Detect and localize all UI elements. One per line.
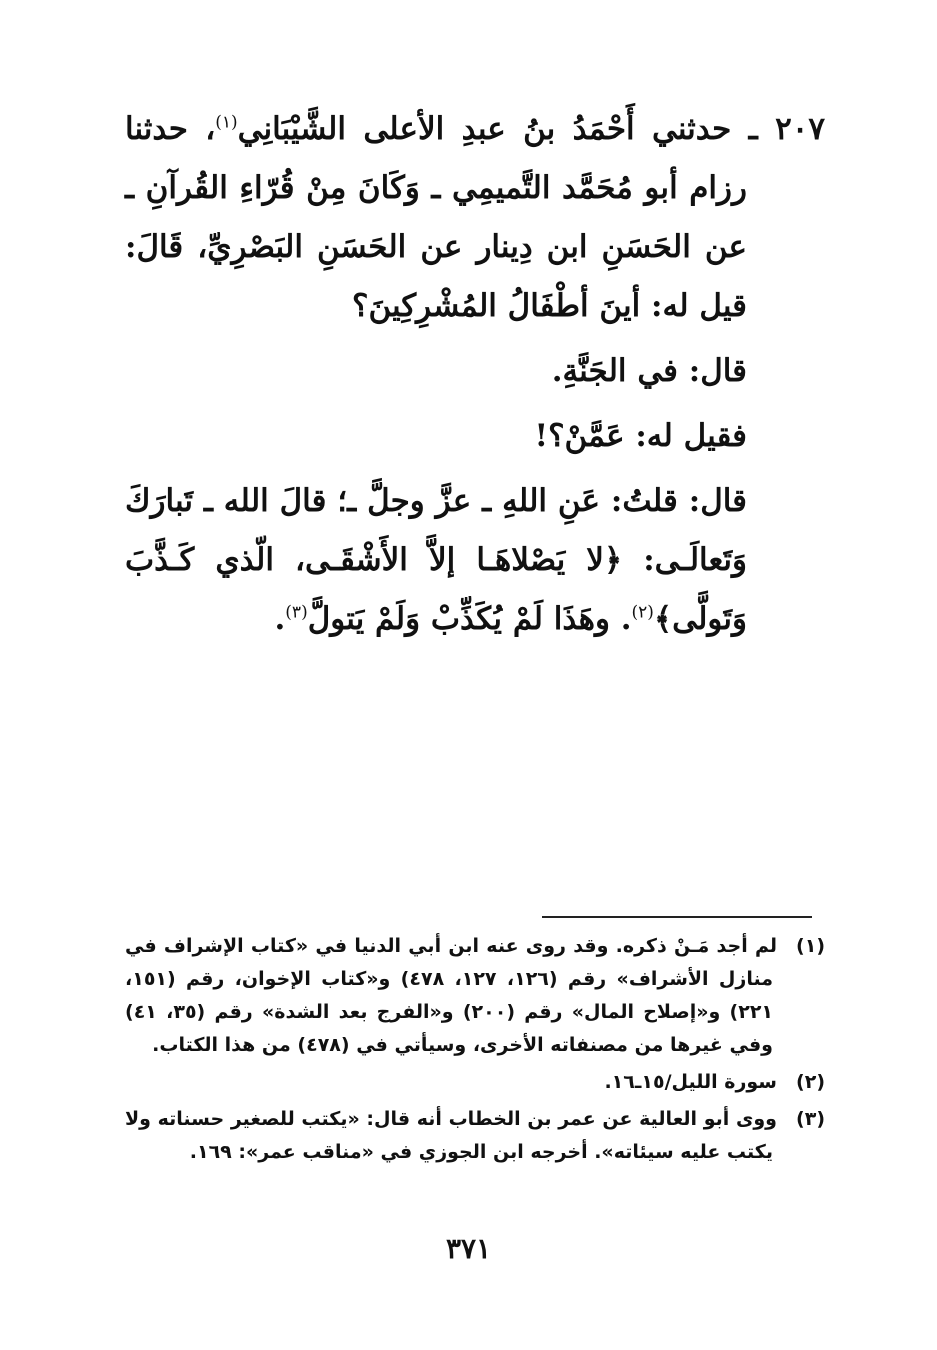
footnote-marker-1[interactable]: (١) xyxy=(215,112,238,133)
footnote-separator xyxy=(542,916,812,918)
footnote-1 xyxy=(125,930,825,1062)
quran-verse: ﴿لا يَصْلاهَـا إلاَّ الأَشْقَـى، الّذي كَـذَّبَ وَتَولَّى﴾ xyxy=(125,542,747,637)
footnote-number: (١) xyxy=(796,935,825,957)
chain-part2: ، حدثنا رزام أبو مُحَمَّد التَّميمِي ـ وَكَانَ مِنْ قُرّاءِ القُرآنِ ـ عن الحَسَنِ ابن دِينار عن الحَسَنِ البَصْرِيِّ، قَالَ: قيل له: أينَ أطْفَالُ المُشْرِكِينَ؟ xyxy=(125,111,747,324)
footnote-3 xyxy=(125,1103,825,1169)
answer-2-end: . xyxy=(274,601,286,637)
question-2: فقيل له: عَمَّنْ؟! xyxy=(534,418,747,454)
answer-2-paragraph xyxy=(125,472,825,649)
footnote-number: (٣) xyxy=(796,1108,825,1130)
hadith-paragraph xyxy=(125,100,825,336)
chain-part1: حدثني أَحْمَدُ بنُ عبدِ الأعلى الشَّيْبَانِي xyxy=(237,111,732,147)
footnotes xyxy=(125,930,825,1173)
main-text xyxy=(125,100,825,649)
footnote-marker-3[interactable]: (٣) xyxy=(285,602,308,623)
footnote-text: ووى أبو العالية عن عمر بن الخطاب أنه قال: «يكتب للصغير حسناته ولا يكتب عليه سيئاته». أخرجه ابن الجوزي في «مناقب عمر»: ١٦٩. xyxy=(125,1108,777,1163)
footnote-marker-2[interactable]: (٢) xyxy=(631,602,654,623)
answer-1: قال: في الجَنَّةِ. xyxy=(551,353,747,389)
footnote-text: لم أجد مَـنْ ذكره. وقد روى عنه ابن أبي الدنيا في «كتاب الإشراف في منازل الأشراف» رقم (١٢٦، ١٢٧، ٤٧٨) و«كتاب الإخوان، رقم (١٥١، ٢٢١) و«إصلاح المال» رقم (٢٠٠) و«الفرج بعد الشدة» رقم (٣٥، ٤١) وفي غيرها من مصنفاته الأخرى، وسيأتي في (٤٧٨) من هذا الكتاب. xyxy=(125,935,777,1056)
page-number: ٣٧١ xyxy=(445,1232,492,1265)
footnote-text: سورة الليل/١٥ـ١٦. xyxy=(604,1071,777,1093)
answer-2-part1: قال: قلتُ: عَنِ اللهِ ـ عزَّ وجلَّ ـ؛ قالَ الله ـ تَبارَكَ وَتَعالَـى: xyxy=(125,483,748,578)
footnote-number: (٢) xyxy=(796,1071,825,1093)
footnote-2 xyxy=(125,1066,825,1099)
hadith-number: ٢٠٧ ـ xyxy=(748,111,826,147)
answer-2-part2: . وهَذَا لَمْ يُكَذِّبْ وَلَمْ يَتولَّ xyxy=(307,601,632,637)
